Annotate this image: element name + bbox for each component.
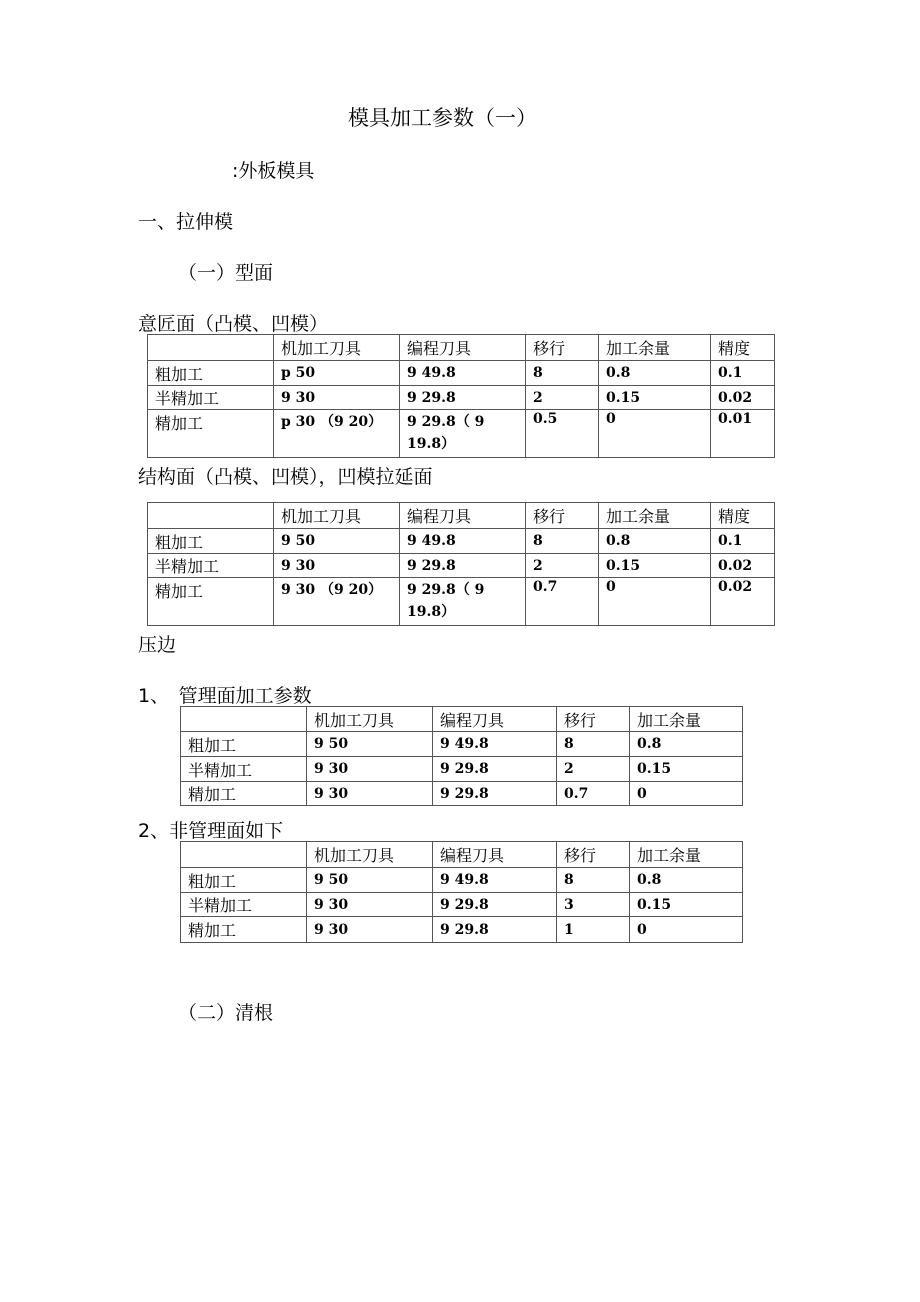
cell: 9 49.8 (400, 361, 526, 386)
cell: 9 29.8（ 9 19.8） (400, 578, 526, 626)
table-row (181, 757, 743, 782)
cell: 0.7 (557, 782, 630, 806)
header-cell (181, 707, 307, 732)
cell: 9 30 (307, 782, 433, 806)
table-row (181, 893, 743, 917)
cell: 0.8 (630, 732, 743, 757)
cell: 0.5 (526, 410, 599, 458)
table-row (181, 732, 743, 757)
header-cell (181, 842, 307, 868)
cell: 2 (526, 554, 599, 578)
cell: 0 (599, 578, 711, 626)
cell: 9 30 （9 20） (274, 578, 400, 626)
table-header-row (148, 335, 775, 361)
cell: 9 50 (307, 868, 433, 893)
header-cell: 加工余量 (630, 707, 743, 732)
cell: 9 29.8 (433, 782, 557, 806)
section-heading-blank-holder: 压边 (138, 634, 177, 656)
cell: 8 (557, 868, 630, 893)
cell: 9 30 (307, 917, 433, 943)
table-managed-surface (180, 706, 743, 806)
row-label: 精加工 (148, 578, 274, 626)
header-cell: 加工余量 (599, 335, 711, 361)
cell: 0.7 (526, 578, 599, 626)
table-row (148, 361, 775, 386)
cell: 0.02 (711, 554, 775, 578)
cell: 0.15 (599, 386, 711, 410)
block-title-design-surface: 意匠面（凸模、凹模） (138, 313, 329, 335)
table-row (181, 917, 743, 943)
header-cell (148, 503, 274, 529)
cell: 0.02 (711, 386, 775, 410)
cell: 0.8 (630, 868, 743, 893)
row-label: 精加工 (181, 917, 307, 943)
cell: 9 30 (274, 386, 400, 410)
row-label: 半精加工 (148, 554, 274, 578)
header-cell: 编程刀具 (400, 503, 526, 529)
cell: 0.1 (711, 529, 775, 554)
cell: 0.15 (630, 757, 743, 782)
cell: 1 (557, 917, 630, 943)
table-row (148, 386, 775, 410)
cell: 0 (630, 782, 743, 806)
cell: 9 50 (274, 529, 400, 554)
row-label: 半精加工 (148, 386, 274, 410)
cell: 2 (526, 386, 599, 410)
table-unmanaged-surface (180, 841, 743, 943)
row-label: 精加工 (148, 410, 274, 458)
cell: 9 29.8 (400, 386, 526, 410)
table-row (148, 410, 775, 458)
row-label: 粗加工 (148, 529, 274, 554)
table-header-row (148, 503, 775, 529)
cell: 9 49.8 (400, 529, 526, 554)
cell: p 30 （9 20） (274, 410, 400, 458)
header-cell: 机加工刀具 (274, 335, 400, 361)
cell: 2 (557, 757, 630, 782)
cell: 0.15 (599, 554, 711, 578)
row-label: 粗加工 (148, 361, 274, 386)
cell: 9 30 (307, 757, 433, 782)
table-header-row (181, 707, 743, 732)
cell: 8 (526, 529, 599, 554)
cell: 0.01 (711, 410, 775, 458)
table-row (148, 554, 775, 578)
cell: 0 (630, 917, 743, 943)
cell: 9 29.8 (400, 554, 526, 578)
cell: 9 49.8 (433, 732, 557, 757)
cell: 0.02 (711, 578, 775, 626)
cell: 9 50 (307, 732, 433, 757)
subtitle: :外板模具 (232, 160, 315, 182)
cell: 9 29.8（ 9 19.8） (400, 410, 526, 458)
row-label: 粗加工 (181, 868, 307, 893)
row-label: 半精加工 (181, 757, 307, 782)
cell: 9 29.8 (433, 757, 557, 782)
row-label: 精加工 (181, 782, 307, 806)
cell: 0.1 (711, 361, 775, 386)
cell: 0.15 (630, 893, 743, 917)
header-cell: 编程刀具 (433, 842, 557, 868)
cell: 9 29.8 (433, 917, 557, 943)
row-label: 半精加工 (181, 893, 307, 917)
header-cell: 机加工刀具 (307, 842, 433, 868)
header-cell: 编程刀具 (433, 707, 557, 732)
header-cell: 移行 (526, 503, 599, 529)
header-cell: 精度 (711, 503, 775, 529)
block-title-structure-surface: 结构面（凸模、凹模），凹模拉延面 (138, 466, 433, 488)
cell: 9 30 (307, 893, 433, 917)
table-row (181, 868, 743, 893)
header-cell: 移行 (557, 842, 630, 868)
table-structure-surface (147, 502, 775, 626)
row-label: 粗加工 (181, 732, 307, 757)
item-heading-managed-surface: 1、 管理面加工参数 (138, 685, 312, 707)
item-heading-unmanaged-surface: 2、非管理面如下 (138, 820, 284, 842)
table-header-row (181, 842, 743, 868)
header-cell: 移行 (557, 707, 630, 732)
document-title: 模具加工参数（一） (348, 106, 537, 130)
header-cell: 精度 (711, 335, 775, 361)
cell: 8 (557, 732, 630, 757)
table-row (148, 529, 775, 554)
cell: 0.8 (599, 529, 711, 554)
header-cell: 机加工刀具 (274, 503, 400, 529)
subsection-heading-surface: （一）型面 (178, 262, 274, 284)
cell: 9 49.8 (433, 868, 557, 893)
table-row (181, 782, 743, 806)
cell: p 50 (274, 361, 400, 386)
header-cell: 加工余量 (630, 842, 743, 868)
table-design-surface (147, 334, 775, 458)
header-cell: 机加工刀具 (307, 707, 433, 732)
header-cell (148, 335, 274, 361)
header-cell: 编程刀具 (400, 335, 526, 361)
subsection-heading-root-cleaning: （二）清根 (178, 1002, 274, 1024)
header-cell: 加工余量 (599, 503, 711, 529)
cell: 0 (599, 410, 711, 458)
cell: 0.8 (599, 361, 711, 386)
cell: 3 (557, 893, 630, 917)
table-row (148, 578, 775, 626)
section-heading-stretch-die: 一、拉伸模 (138, 211, 234, 233)
cell: 9 30 (274, 554, 400, 578)
cell: 9 29.8 (433, 893, 557, 917)
header-cell: 移行 (526, 335, 599, 361)
cell: 8 (526, 361, 599, 386)
